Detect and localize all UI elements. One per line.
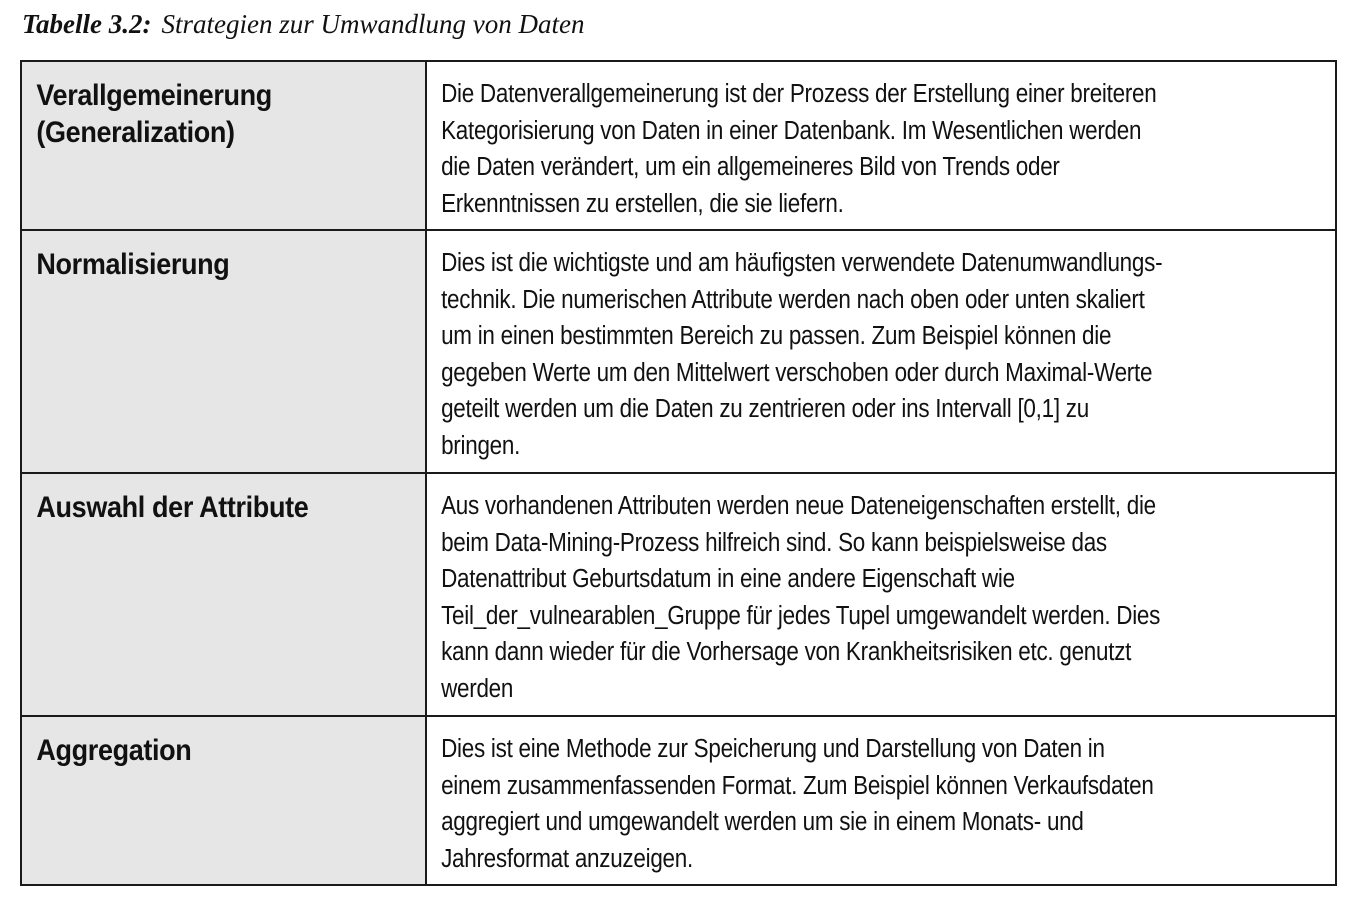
description-cell-attribute-selection (426, 473, 1336, 716)
table-row (21, 716, 1336, 885)
description-cell-normalization (426, 230, 1336, 473)
description-text: Aus vorhandenen Attributen werden neue Dateneigenschaften erstellt, die beim Data-Mining-Prozess hilfreich sind. So kann beispielsweise das Datenattribut Geburtsdatum in eine andere Eigenschaft wie Teil_der_vulnearablen_Gruppe für jedes Tupel umgewandelt werden. Dies kann dann wieder für die Vorhersage von Krankheitsrisiken etc. genutzt werden (441, 492, 1161, 703)
table-row (21, 61, 1336, 230)
table-row (21, 473, 1336, 716)
description-text: Die Datenverallgemeinerung ist der Prozess der Erstellung einer breiteren Kategorisierung von Daten in einer Datenbank. Im Wesentlichen werden die Daten verändert, um ein allgemeineres Bild von Trends oder Erkenntnissen zu erstellen, die sie liefern. (441, 80, 1157, 218)
term-cell-generalization (21, 61, 426, 230)
table-caption-title: Strategien zur Umwandlung von Daten (161, 9, 585, 39)
description-text: Dies ist die wichtigste und am häufigsten verwendete Datenumwandlungs- technik. Die numerischen Attribute werden nach oben oder unten skaliert um in einen bestimmten Bereich zu passen. Zum Beispiel können die gegeben Werte um den Mittelwert verschoben oder durch Maximal-Werte geteilt werden um die Daten zu zentrieren oder ins Intervall [0,1] zu bringen. (441, 249, 1163, 460)
description-cell-aggregation (426, 716, 1336, 885)
table-caption (22, 4, 584, 44)
term-label: Auswahl der Attribute (36, 491, 309, 524)
term-label: Normalisierung (36, 248, 230, 281)
term-label: Verallgemeinerung (Generalization) (36, 79, 272, 149)
term-cell-aggregation (21, 716, 426, 885)
table-caption-label: Tabelle 3.2: (22, 9, 152, 39)
term-cell-normalization (21, 230, 426, 473)
description-cell-generalization (426, 61, 1336, 230)
term-cell-attribute-selection (21, 473, 426, 716)
description-text: Dies ist eine Methode zur Speicherung und Darstellung von Daten in einem zusammenfassenden Format. Zum Beispiel können Verkaufsdaten aggregiert und umgewandelt werden um sie in einem Monats- und Jahresformat anzuzeigen. (441, 735, 1154, 873)
term-label: Aggregation (36, 734, 192, 767)
strategy-table (20, 60, 1337, 886)
table-row (21, 230, 1336, 473)
